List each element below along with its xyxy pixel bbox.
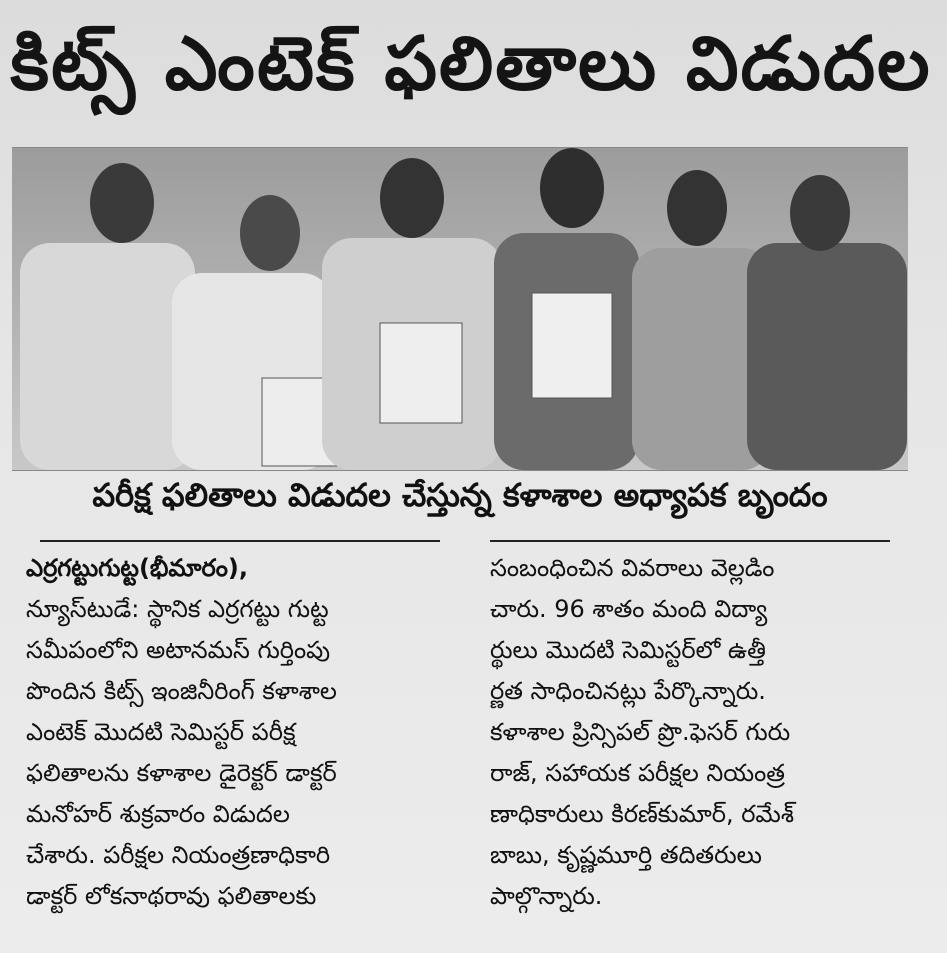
article-column-left: [26, 548, 446, 917]
text-line: పాల్గొన్నారు.: [490, 882, 603, 910]
text-line: చేశారు. పరీక్షల నియంత్రణాధికారి: [26, 841, 331, 869]
text-line: సంబంధించిన వివరాలు వెల్లడిం: [490, 554, 775, 582]
text-line: మనోహర్ శుక్రవారం విడుదల: [26, 800, 290, 828]
photo-image: [12, 148, 908, 470]
headline: కిట్స్ ఎంటెక్ ఫలితాలు విడుదల: [10, 21, 932, 107]
text-line: చారు. 96 శాతం మంది విద్యా: [490, 595, 768, 623]
text-line: ర్ణత సాధించినట్లు పేర్కొన్నారు.: [490, 677, 766, 705]
dateline: ఎర్రగట్టుగుట్ట(భీమారం),: [26, 554, 248, 582]
text-line: సమీపంలోని అటానమస్ గుర్తింపు: [26, 636, 331, 664]
text-line: ఎంటెక్ మొదటి సెమిస్టర్ పరీక్ష: [26, 718, 296, 746]
text-line: ణాధికారులు కిరణ్‌కుమార్, రమేశ్: [490, 800, 795, 828]
text-line: కళాశాల ప్రిన్సిపల్ ప్రొ.ఫెసర్ గురు: [490, 718, 791, 746]
group-photo: [12, 147, 908, 471]
photo-caption: పరీక్ష ఫలితాలు విడుదల చేస్తున్న కళాశాల అధ్యాపక బృందం: [92, 476, 828, 514]
text-line: ర్థులు మొదటి సెమిస్టర్‌లో ఉత్తీ: [490, 636, 766, 664]
text-line: రాజ్, సహాయక పరీక్షల నియంత్ర: [490, 759, 785, 787]
text-line: న్యూస్‌టుడే: స్థానిక ఎర్రగట్టు గుట్ట: [26, 595, 329, 623]
text-line: ఫలితాలను కళాశాల డైరెక్టర్ డాక్టర్: [26, 759, 337, 787]
text-line: పొందిన కిట్స్ ఇంజినీరింగ్ కళాశాల: [26, 677, 337, 705]
column-divider: [40, 540, 440, 542]
text-line: డాక్టర్ లోకనాథరావు ఫలితాలకు: [26, 882, 317, 910]
article-column-right: [490, 548, 922, 917]
text-line: బాబు, కృష్ణమూర్తి తదితరులు: [490, 841, 762, 869]
column-divider: [490, 540, 890, 542]
